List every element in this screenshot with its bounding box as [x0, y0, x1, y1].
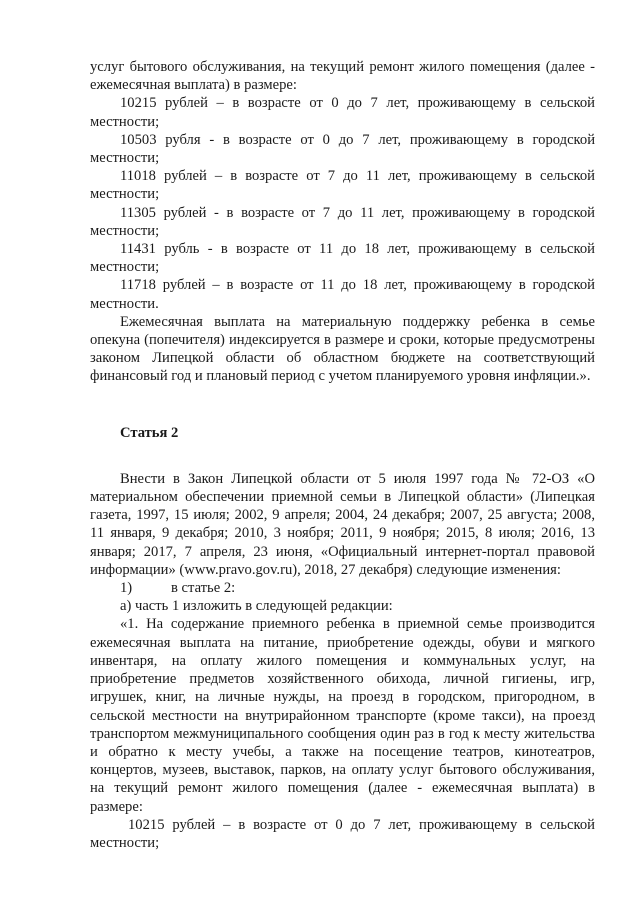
payment-rate-rural-0-7: 10215 рублей – в возрасте от 0 до 7 лет, проживающему в сельской местности; — [90, 95, 595, 130]
list-item-number: 1) — [120, 580, 133, 597]
spacer — [90, 442, 595, 470]
payment-rate-urban-11-18: 11718 рублей – в возрасте от 11 до 18 лет, проживающему в городской местности. — [90, 277, 595, 312]
payment-rate-urban-0-7: 10503 рубля - в возрасте от 0 до 7 лет, проживающему в городской местности; — [90, 131, 595, 167]
payment-rate-rural-0-7-new: 10215 рублей – в возрасте от 0 до 7 лет, проживающему в сельской местности; — [90, 816, 595, 851]
sub-item: а) часть 1 изложить в следующей редакции: — [120, 598, 393, 615]
indexation-paragraph: Ежемесячная выплата на материальную поддержку ребенка в семье опекуна (попечителя) индексируется в размере и сроки, которые предусмотрены законом Липецкой области об областном бюджете на соответствующий финансовый год и плановый период с учетом планируемого уровня инфляции.». — [90, 313, 595, 385]
payment-rate-rural-7-11: 11018 рублей – в возрасте от 7 до 11 лет, проживающему в сельской местности; — [90, 168, 595, 203]
spacer — [90, 386, 595, 424]
article-intro-paragraph: Внести в Закон Липецкой области от 5 июля 1997 года № 72-ОЗ «О материальном обеспечении приемной семьи в Липецкой области» (Липецкая газета, 1997, 15 июля; 2002, 9 апреля; 2004, 24 декабря; 2007, 25 августа; 2008, 11 января, 9 декабря; 2010, 3 ноября; 2011, 9 ноября; 2015, 8 июля; 2016, 13 января; 2017, 7 апреля, 23 июня, «Официальный интернет-портал правовой информации» (www.pravo.gov.ru), 2018, 27 декабря) следующие изменения: — [90, 470, 595, 578]
quoted-paragraph: «1. На содержание приемного ребенка в приемной семье производится ежемесячная выплата на питание, приобретение одежды, обуви и мягкого инвентаря, на оплату жилого помещения и коммунальных услуг, на приобретение предметов хозяйственного обихода, личной гигиены, игр, игрушек, книг, на личные нужды, на проезд в городском, пригородном, в сельской местности на внутрирайонном транспорте (кроме такси), на проезд транспортом межмуниципального сообщения один раз в год к месту жительства и обратно к месту учебы, а также на посещение театров, кинотеатров, концертов, музеев, выставок, парков, на оплату услуг бытового обслуживания, на текущий ремонт жилого помещения (далее - ежемесячная выплата) в размере: — [90, 616, 595, 815]
list-item-text: в статье 2: — [171, 580, 236, 597]
payment-rate-rural-11-18: 11431 рубль - в возрасте от 11 до 18 лет, проживающему в сельской местности; — [90, 241, 595, 276]
payment-rate-urban-7-11: 11305 рублей - в возрасте от 7 до 11 лет, проживающему в городской местности; — [90, 204, 595, 239]
article-heading: Статья 2 — [120, 424, 179, 441]
document-page — [90, 58, 595, 852]
list-item — [90, 579, 595, 597]
paragraph-continuation: услуг бытового обслуживания, на текущий ремонт жилого помещения (далее - ежемесячная выплата) в размере: — [90, 59, 595, 94]
